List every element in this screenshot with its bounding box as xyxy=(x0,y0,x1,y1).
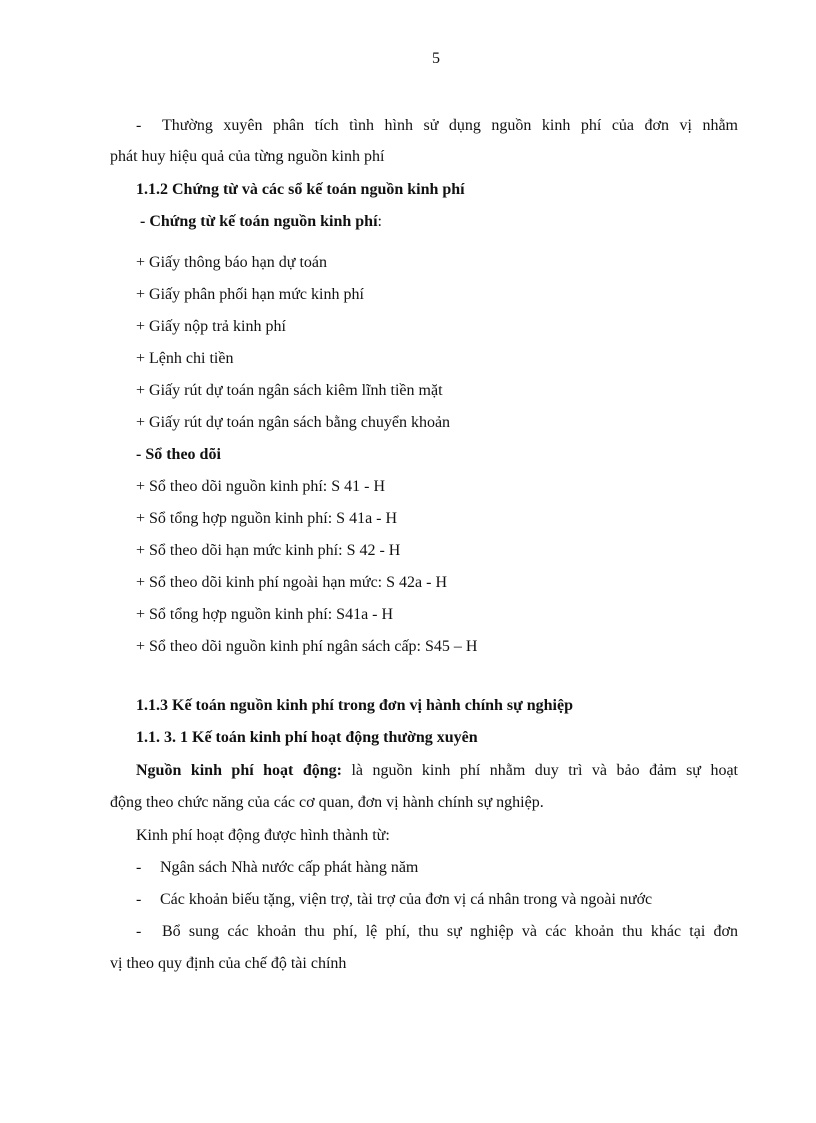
page-number: 5 xyxy=(432,50,440,67)
source-text: Các khoản biếu tặng, viện trợ, tài trợ của đơn vị cá nhân trong và ngoài nước xyxy=(160,891,653,908)
definition-line-1 xyxy=(110,761,738,781)
list-dash: - xyxy=(136,923,142,940)
list-item: + Sổ theo dõi nguồn kinh phí ngân sách cấp: S45 – H xyxy=(136,638,478,655)
intro-line-2: phát huy hiệu quả của từng nguồn kinh phí xyxy=(110,148,385,165)
books-heading: - Sổ theo dõi xyxy=(136,446,221,463)
list-item: + Giấy nộp trả kinh phí xyxy=(136,318,286,335)
definition-line-2: động theo chức năng của các cơ quan, đơn vị hành chính sự nghiệp. xyxy=(110,794,544,811)
list-item: + Sổ tổng hợp nguồn kinh phí: S 41a - H xyxy=(136,510,398,527)
section-heading-1-1-2: 1.1.2 Chứng từ và các sổ kế toán nguồn kinh phí xyxy=(136,181,465,198)
list-dash: - xyxy=(136,117,142,134)
list-item xyxy=(136,858,418,878)
last-source-text-1: Bổ sung các khoản thu phí, lệ phí, thu sự nghiệp và các khoản thu khác tại đơn xyxy=(162,923,738,940)
list-item: + Giấy rút dự toán ngân sách bằng chuyển khoản xyxy=(136,414,451,431)
vouchers-heading xyxy=(140,212,382,232)
list-item: + Sổ theo dõi hạn mức kinh phí: S 42 - H xyxy=(136,542,401,559)
last-source-line-2: vị theo quy định của chế độ tài chính xyxy=(110,955,347,972)
definition-term: Nguồn kinh phí hoạt động: xyxy=(136,762,342,779)
vouchers-heading-colon: : xyxy=(377,213,382,230)
formed-from-text: Kinh phí hoạt động được hình thành từ: xyxy=(136,827,390,844)
list-item: + Giấy phân phối hạn mức kinh phí xyxy=(136,286,364,303)
section-heading-1-1-3: 1.1.3 Kế toán nguồn kinh phí trong đơn vị hành chính sự nghiệp xyxy=(136,697,573,714)
list-item: + Lệnh chi tiền xyxy=(136,350,234,367)
last-source-line-1 xyxy=(110,922,738,942)
source-text: Ngân sách Nhà nước cấp phát hàng năm xyxy=(160,859,419,876)
intro-text-1: Thường xuyên phân tích tình hình sử dụng nguồn kinh phí của đơn vị nhằm xyxy=(162,117,738,134)
list-dash: - xyxy=(136,859,142,876)
vouchers-heading-text: - Chứng từ kế toán nguồn kinh phí xyxy=(140,213,378,230)
list-dash: - xyxy=(136,891,142,908)
list-item: + Giấy thông báo hạn dự toán xyxy=(136,254,327,271)
intro-line-1 xyxy=(110,116,738,136)
list-item: + Sổ tổng hợp nguồn kinh phí: S41a - H xyxy=(136,606,394,623)
definition-text-1: là nguồn kinh phí nhằm duy trì và bảo đảm sự hoạt xyxy=(341,762,738,779)
list-item xyxy=(136,890,652,910)
list-item: + Giấy rút dự toán ngân sách kiêm lĩnh tiền mặt xyxy=(136,382,443,399)
subsection-heading-1-1-3-1: 1.1. 3. 1 Kế toán kinh phí hoạt động thường xuyên xyxy=(136,729,478,746)
list-item: + Sổ theo dõi kinh phí ngoài hạn mức: S 42a - H xyxy=(136,574,447,591)
list-item: + Sổ theo dõi nguồn kinh phí: S 41 - H xyxy=(136,478,386,495)
